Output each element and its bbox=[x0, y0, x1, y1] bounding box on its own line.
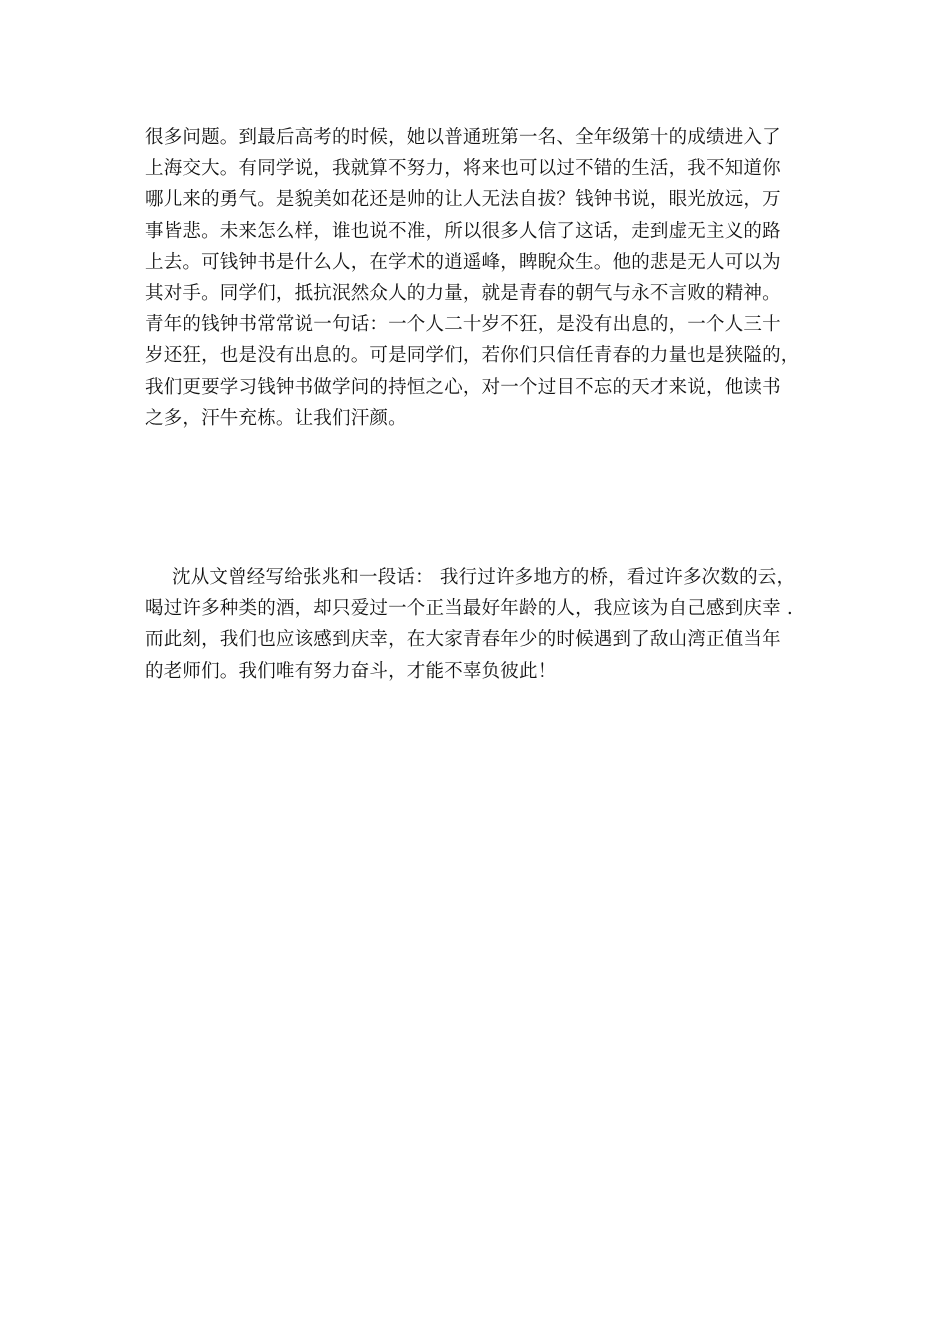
paragraph-line: 青年的钱钟书常常说一句话：一个人二十岁不狂，是没有出息的，一个人三十 bbox=[145, 314, 781, 336]
paragraph-line: 我们更要学习钱钟书做学问的持恒之心，对一个过目不忘的天才来说，他读书 bbox=[145, 376, 781, 398]
paragraph-line: 哪儿来的勇气。是貌美如花还是帅的让人无法自拔？钱钟书说，眼光放远，万 bbox=[145, 189, 781, 211]
paragraph-line: 喝过许多种类的酒，却只爱过一个正当最好年龄的人，我应该为自己感到庆幸 . bbox=[145, 598, 793, 620]
paragraph-line: 的老师们。我们唯有努力奋斗，才能不辜负彼此！ bbox=[145, 660, 557, 682]
paragraph-shen-congwen bbox=[145, 562, 825, 687]
paragraph-line: 沈从文曾经写给张兆和一段话： 我行过许多地方的桥，看过许多次数的云， bbox=[172, 567, 796, 588]
paragraph-line: 其对手。同学们，抵抗泯然众人的力量，就是青春的朝气与永不言败的精神。 bbox=[145, 282, 781, 304]
paragraph-line: 上去。可钱钟书是什么人，在学术的逍遥峰，睥睨众生。他的悲是无人可以为 bbox=[145, 251, 781, 273]
paragraph-line: 事皆悲。未来怎么样，谁也说不准，所以很多人信了这话，走到虚无主义的路 bbox=[145, 220, 781, 242]
paragraph-line: 之多，汗牛充栋。让我们汗颜。 bbox=[145, 407, 407, 429]
paragraph-line: 岁还狂，也是没有出息的。可是同学们，若你们只信任青春的力量也是狭隘的， bbox=[145, 345, 800, 367]
paragraph-line: 而此刻，我们也应该感到庆幸，在大家青春年少的时候遇到了敌山湾正值当年 bbox=[145, 629, 781, 651]
paragraph-line: 很多问题。到最后高考的时候，她以普通班第一名、全年级第十的成绩进入了 bbox=[145, 127, 781, 148]
paragraph-qian-zhongshu bbox=[145, 122, 825, 434]
paragraph-line: 上海交大。有同学说，我就算不努力，将来也可以过不错的生活，我不知道你 bbox=[145, 158, 781, 180]
